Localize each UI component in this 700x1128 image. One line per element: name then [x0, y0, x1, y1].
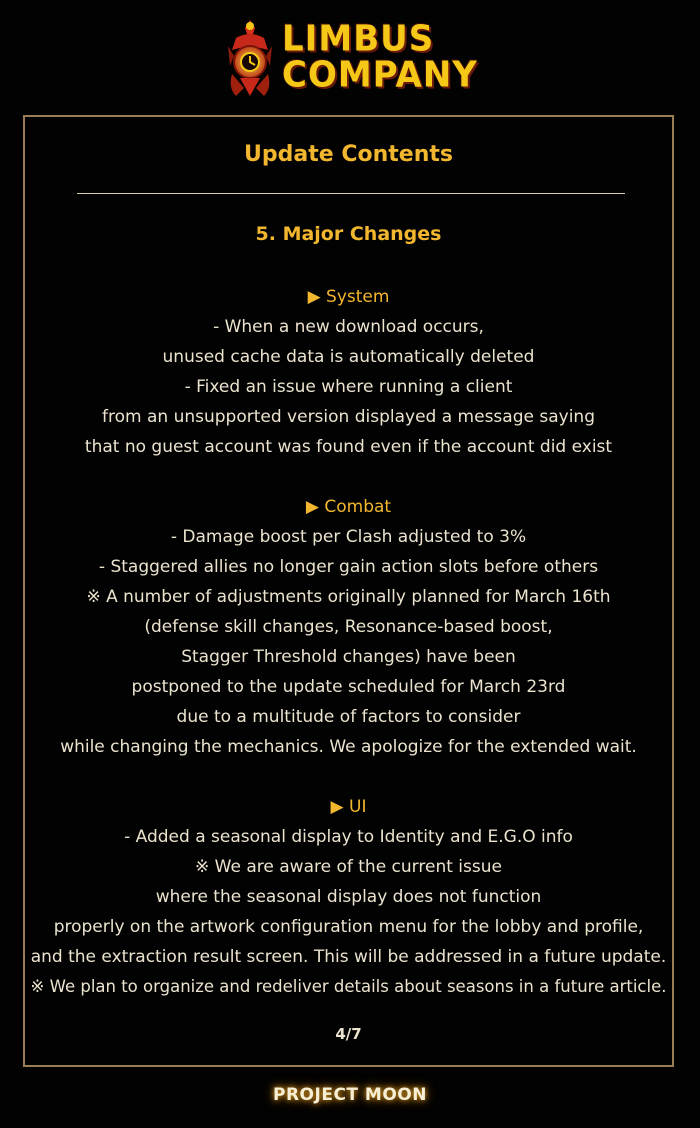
system-line: unused cache data is automatically deleted	[162, 347, 535, 367]
ui-heading: ▶ UI	[330, 797, 367, 817]
system-line: from an unsupported version displayed a message saying	[102, 407, 595, 427]
section-title: 5. Major Changes	[255, 223, 442, 245]
ui-line: ※ We are aware of the current issue	[195, 857, 502, 877]
combat-line: - Damage boost per Clash adjusted to 3%	[170, 527, 527, 547]
ui-line: - Added a seasonal display to Identity and E.G.O info	[124, 827, 573, 847]
system-line: - Fixed an issue where running a client	[184, 377, 513, 397]
clock-emblem-icon	[222, 16, 278, 98]
ui-line: ※ We plan to organize and redeliver details about seasons in a future article.	[30, 977, 667, 996]
combat-section	[25, 492, 672, 762]
limbus-company-logo	[0, 14, 700, 100]
combat-line: Stagger Threshold changes) have been	[181, 647, 516, 667]
combat-line: - Staggered allies no longer gain action slots before others	[98, 557, 599, 577]
combat-line: ※ A number of adjustments originally planned for March 16th	[86, 587, 611, 607]
content-frame	[23, 115, 674, 1067]
ui-section	[25, 792, 672, 1002]
project-moon-logo: PROJECT MOON	[273, 1085, 427, 1105]
ui-line: properly on the artwork configuration menu for the lobby and profile,	[53, 917, 644, 937]
page-number: 4/7	[335, 1025, 362, 1043]
system-line: that no guest account was found even if the account did exist	[84, 437, 613, 457]
combat-line: postponed to the update scheduled for March 23rd	[131, 677, 566, 697]
ui-line: where the seasonal display does not function	[155, 887, 542, 907]
page-title: Update Contents	[244, 142, 453, 167]
combat-line: while changing the mechanics. We apologize for the extended wait.	[60, 737, 637, 757]
combat-line: (defense skill changes, Resonance-based boost,	[144, 617, 553, 637]
title-divider	[77, 193, 625, 194]
combat-heading: ▶ Combat	[305, 497, 392, 517]
system-line: - When a new download occurs,	[213, 317, 484, 337]
system-section	[25, 282, 672, 462]
ui-line: and the extraction result screen. This will be addressed in a future update.	[30, 947, 667, 967]
logo-line-2: COMPANY	[282, 54, 478, 96]
combat-line: due to a multitude of factors to consider	[176, 707, 521, 727]
logo-line-1: LIMBUS	[282, 18, 435, 61]
system-heading: ▶ System	[307, 287, 390, 307]
logo-wordmark	[282, 18, 478, 96]
